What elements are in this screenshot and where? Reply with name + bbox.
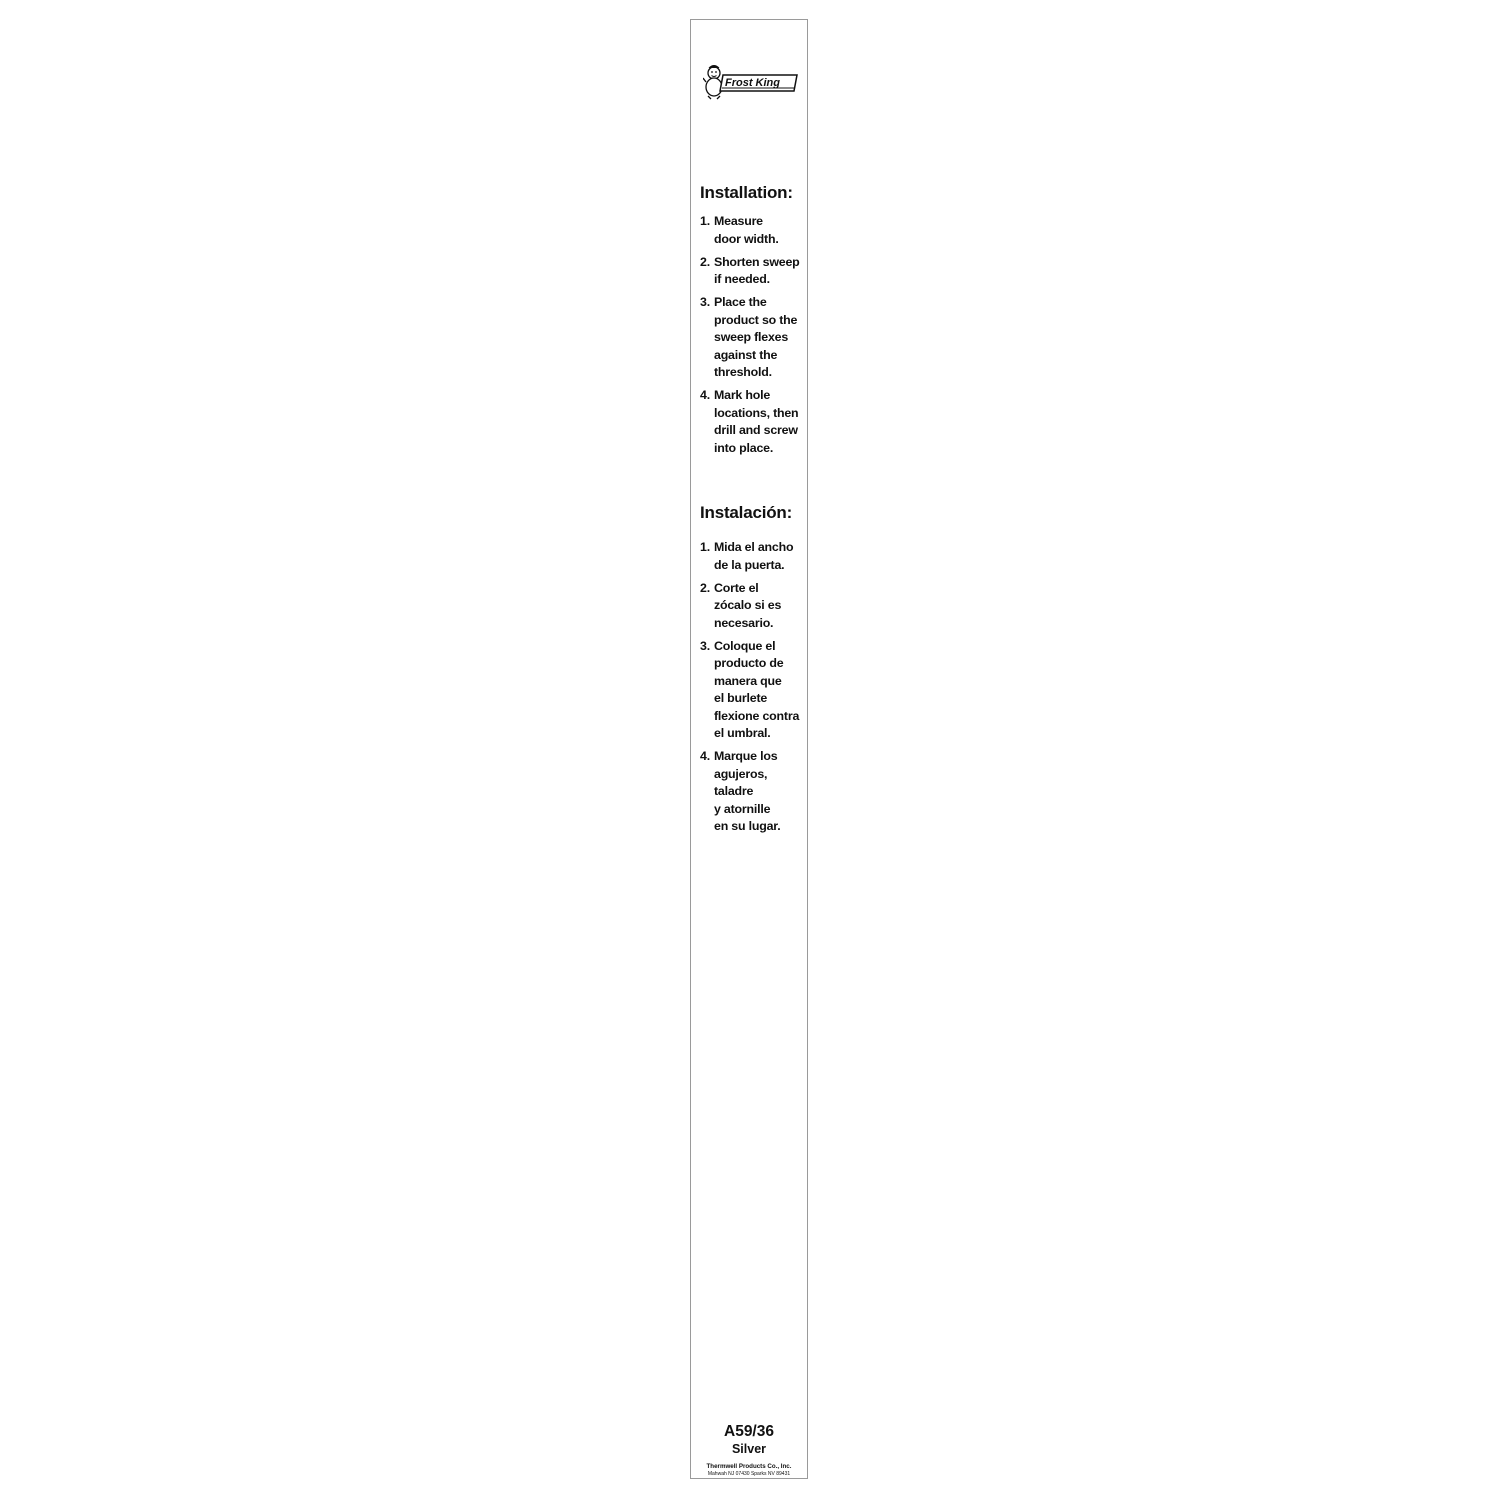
- step-text-line: Mark hole: [714, 388, 771, 402]
- step-item: [700, 254, 804, 289]
- step-item: [700, 580, 804, 633]
- step-item: [700, 294, 804, 382]
- model-number: A59/36: [724, 1423, 774, 1440]
- step-item: [700, 638, 804, 743]
- step-text-line: de la puerta.: [714, 557, 785, 572]
- installation-steps-english: [700, 213, 804, 457]
- frost-king-logo: [703, 64, 799, 100]
- step-text-line: into place.: [714, 440, 774, 455]
- instruction-strip: [690, 19, 808, 1479]
- step-number: 2.: [700, 580, 710, 595]
- step-number: 3.: [700, 295, 710, 309]
- step-text-line: zócalo si es: [714, 598, 782, 612]
- product-footer: [691, 1423, 807, 1478]
- step-item: [700, 387, 804, 457]
- step-number: 1.: [700, 214, 710, 228]
- svg-text:Frost King: Frost King: [725, 77, 780, 89]
- step-number: 2.: [700, 254, 710, 269]
- product-color: Silver: [731, 1442, 767, 1456]
- step-number: 4.: [700, 749, 710, 763]
- step-item: [700, 748, 804, 836]
- installation-steps-spanish: [700, 539, 804, 836]
- step-text-line: Mida el ancho: [714, 540, 794, 554]
- step-text-line: Place the: [714, 295, 767, 309]
- step-text-line: el burlete: [714, 691, 768, 705]
- step-text-line: Marque los: [714, 749, 778, 763]
- step-number: 1.: [700, 540, 710, 554]
- step-text-line: product so the: [714, 312, 798, 327]
- step-text-line: sweep flexes: [714, 330, 789, 344]
- step-text-line: necesario.: [714, 615, 774, 630]
- step-text-line: taladre: [714, 784, 754, 798]
- step-text-line: y atornille: [714, 801, 771, 816]
- step-text-line: agujeros,: [714, 766, 768, 781]
- step-text-line: Coloque el: [714, 638, 776, 653]
- installation-english: [700, 183, 804, 463]
- step-text-line: if needed.: [714, 272, 770, 286]
- step-text-line: locations, then: [714, 405, 799, 420]
- step-text-line: Shorten sweep: [714, 254, 800, 269]
- step-number: 4.: [700, 388, 710, 402]
- step-text-line: threshold.: [714, 365, 772, 379]
- step-number: 3.: [700, 638, 710, 653]
- step-text-line: door width.: [714, 231, 779, 246]
- company-name: Thermwell Products Co., Inc.: [706, 1463, 792, 1470]
- step-text-line: drill and screw: [714, 423, 798, 437]
- company-address: Mahwah NJ 07430 Sparks NV 89431: [707, 1471, 791, 1477]
- step-item: [700, 539, 804, 574]
- instalacion-heading: Instalación:: [700, 503, 793, 522]
- step-text-line: Measure: [714, 214, 763, 228]
- installation-spanish: [700, 503, 804, 841]
- step-text-line: Corte el: [714, 580, 759, 595]
- step-text-line: el umbral.: [714, 726, 771, 740]
- step-text-line: against the: [714, 347, 778, 362]
- snowman-mascot-icon: [703, 64, 799, 100]
- step-text-line: flexione contra: [714, 708, 800, 723]
- step-text-line: producto de: [714, 656, 784, 670]
- step-text-line: en su lugar.: [714, 819, 781, 833]
- installation-heading: Installation:: [700, 183, 793, 202]
- step-text-line: manera que: [714, 673, 782, 688]
- step-item: [700, 213, 804, 248]
